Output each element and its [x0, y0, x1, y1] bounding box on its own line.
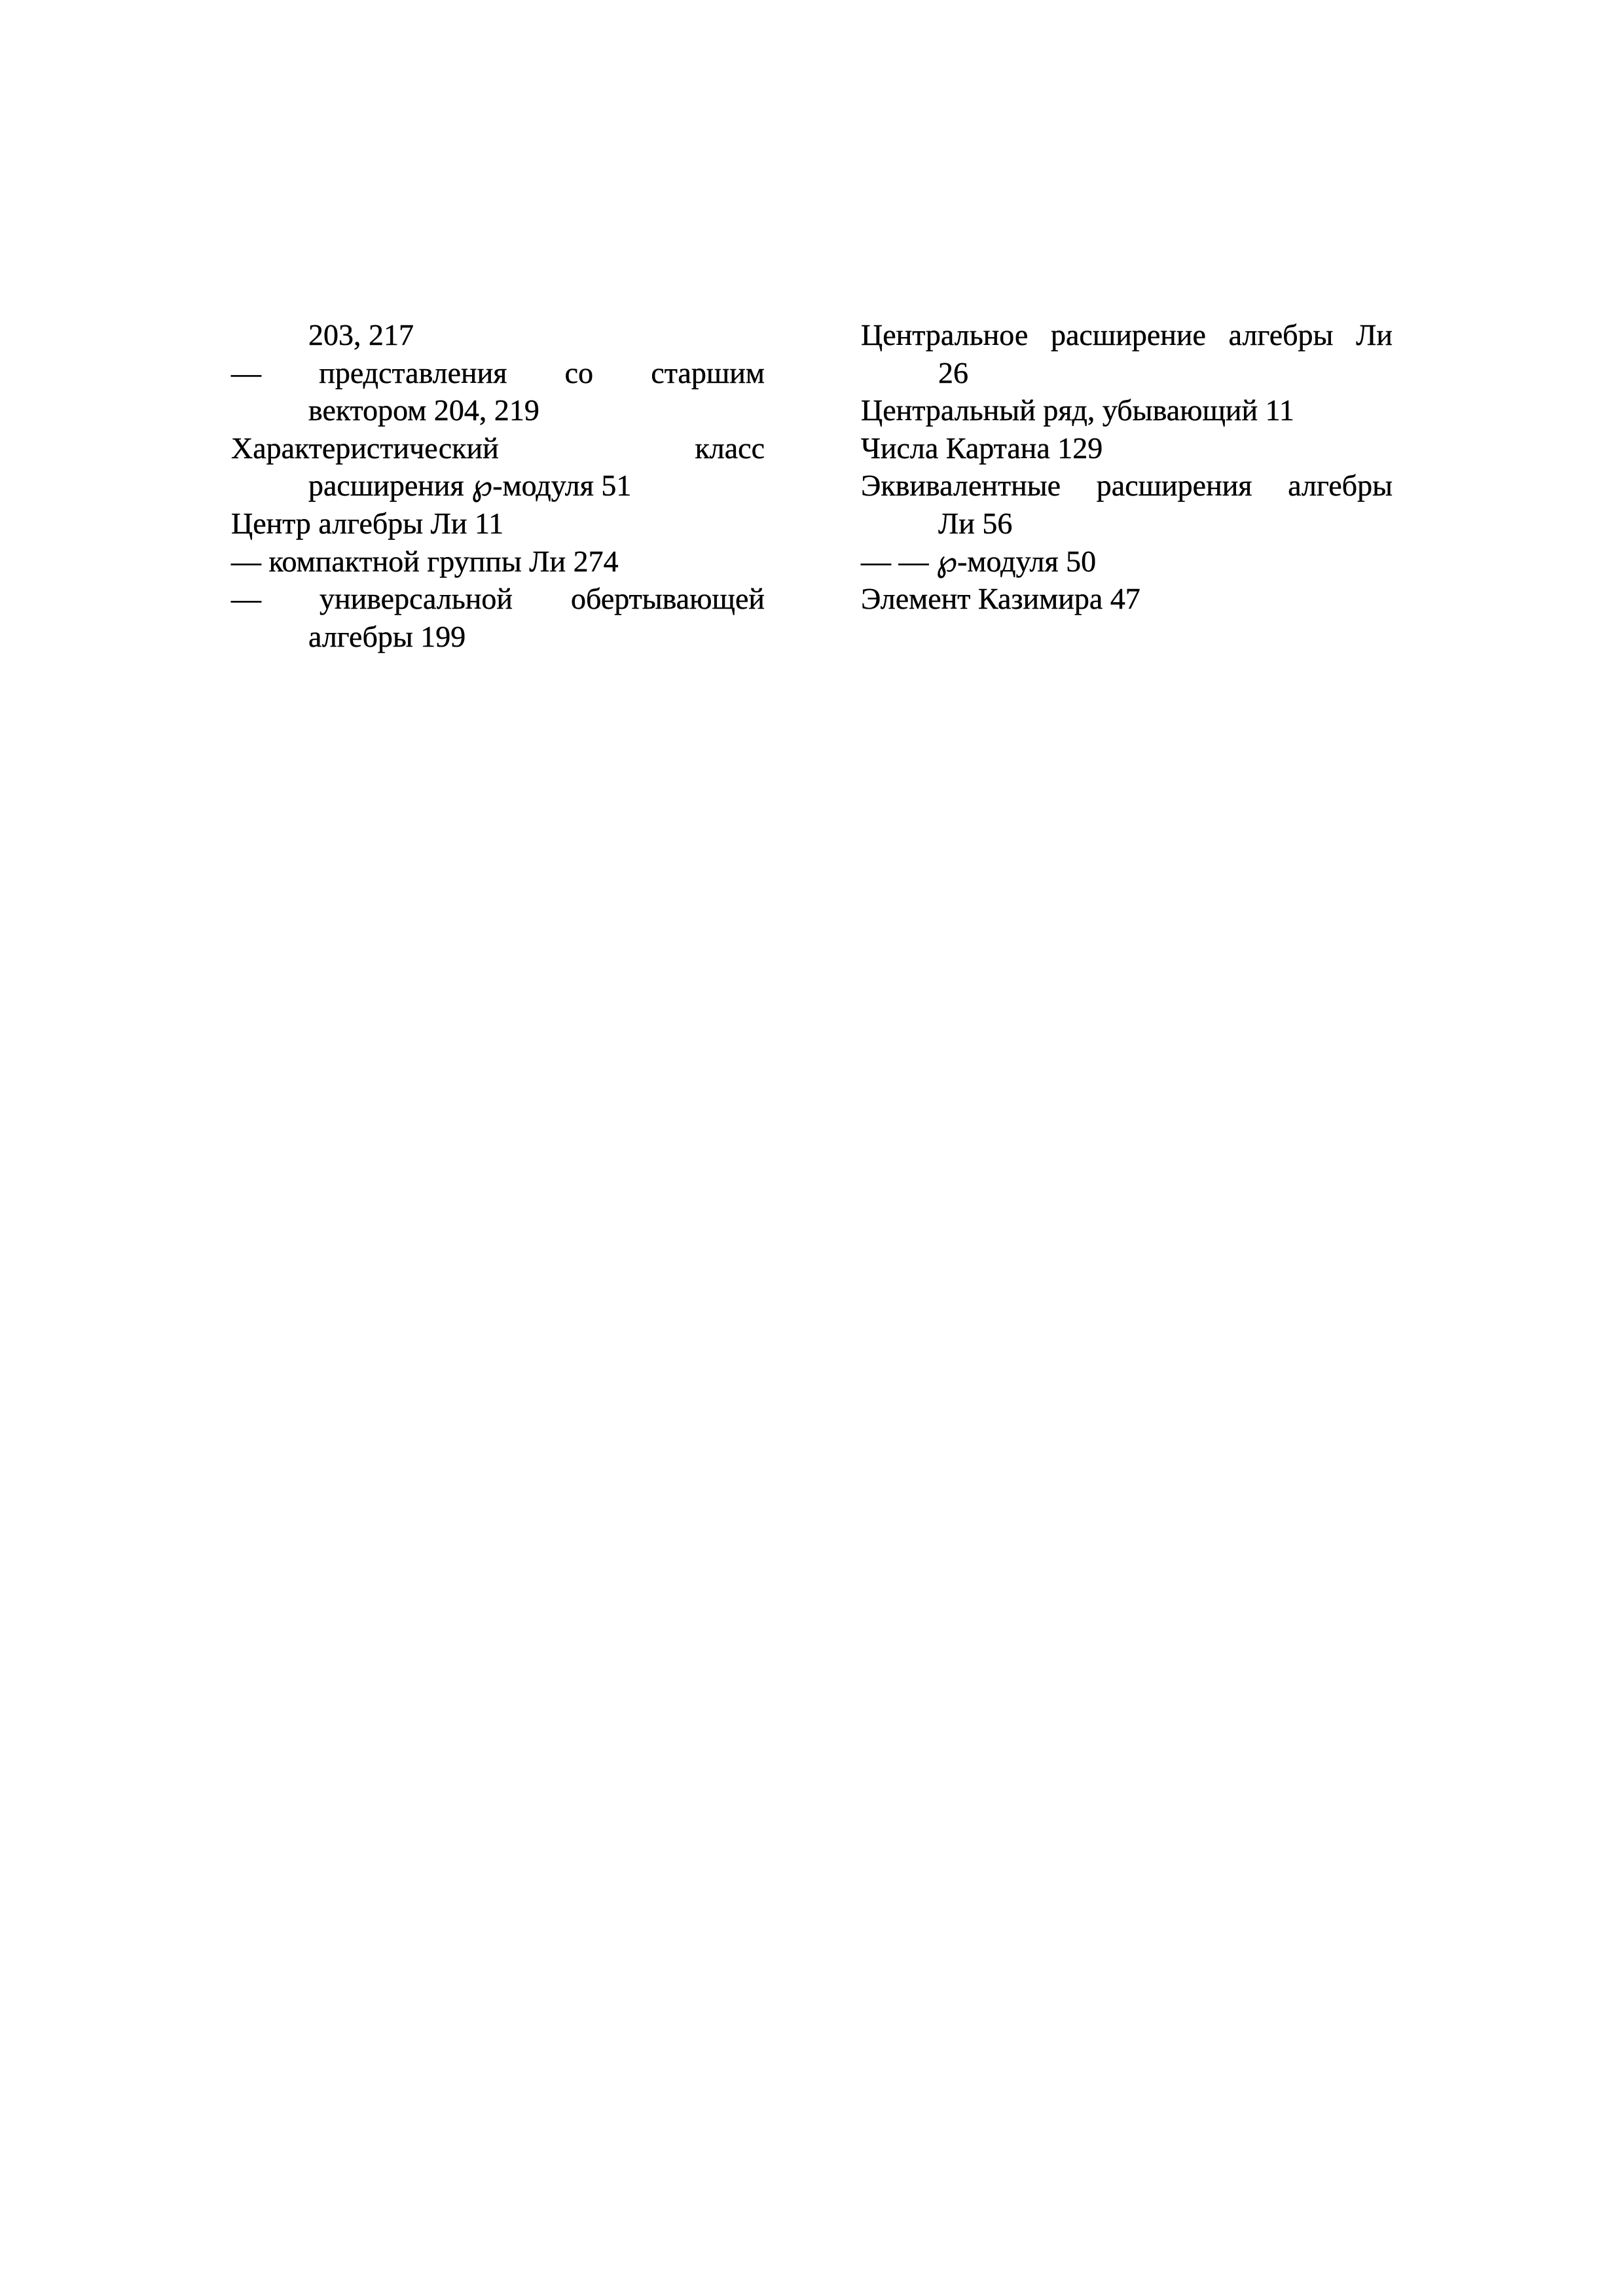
index-entry-line: алгебры 199: [308, 619, 466, 653]
index-entry-line: Центральное расширение алгебры Ли: [861, 318, 1393, 351]
index-entry-line: Числа Картана 129: [861, 431, 1103, 465]
index-entry-line: 26: [938, 355, 968, 389]
index-entry-line: расширения ℘-модуля 51: [308, 469, 632, 503]
index-entry-line: 203, 217: [308, 318, 414, 351]
index-entry-line: Эквивалентные расширения алгебры: [861, 469, 1393, 503]
index-column-right: [861, 316, 1393, 618]
index-column-left: [231, 316, 765, 655]
index-entry-line: — универсальной обертывающей: [231, 582, 765, 616]
index-entry-line: вектором 204, 219: [308, 393, 539, 427]
index-entry-line: Центральный ряд, убывающий 11: [861, 393, 1294, 427]
index-entry-line: — представления со старшим: [231, 355, 765, 389]
index-entry-line: Центр алгебры Ли 11: [231, 506, 504, 540]
index-entry-line: Ли 56: [938, 506, 1013, 540]
index-entry-line: — компактной группы Ли 274: [231, 544, 619, 578]
index-entry-line: — — ℘-модуля 50: [861, 544, 1097, 578]
index-entry-line: Элемент Казимира 47: [861, 582, 1140, 616]
index-entry-line: Характеристический класс: [231, 431, 765, 465]
